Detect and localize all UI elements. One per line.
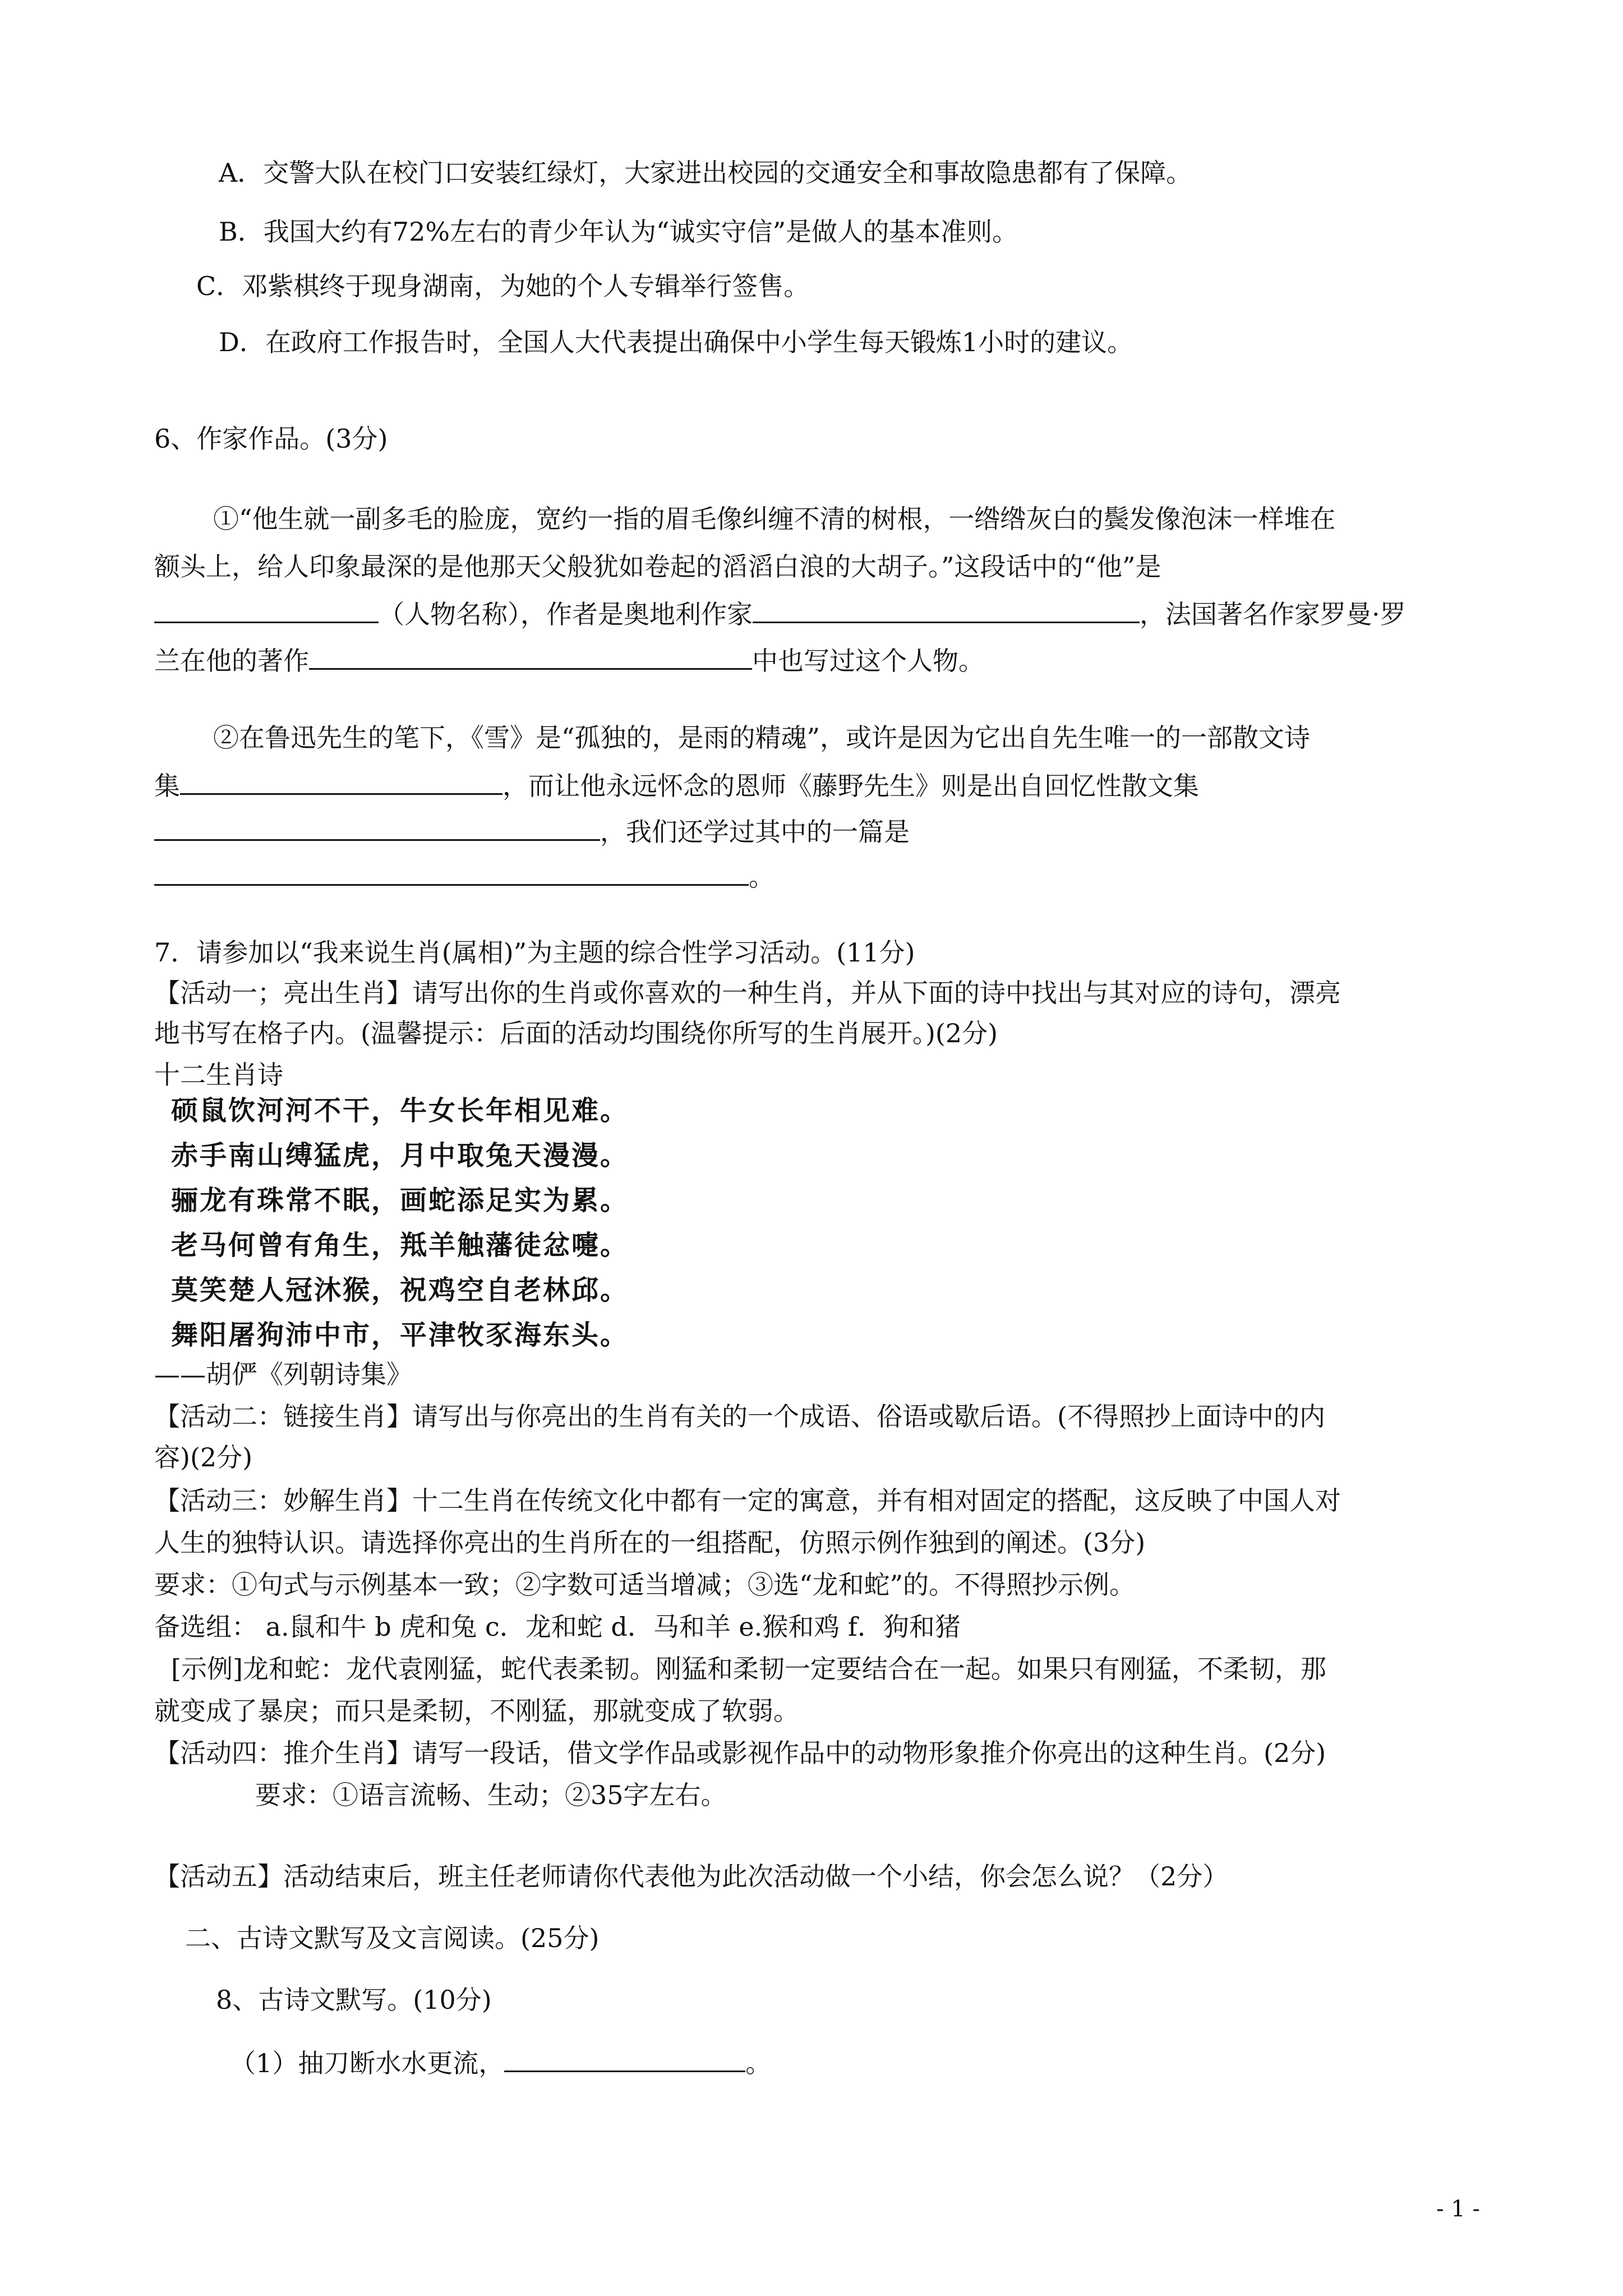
q6-title: 6、作家作品。(3分) bbox=[154, 424, 388, 454]
poem-line: 硕鼠饮河河不干，牛女长年相见难。 bbox=[171, 1095, 629, 1126]
poem-source: ——胡俨《列朝诗集》 bbox=[154, 1359, 412, 1389]
q8-title: 8、古诗文默写。(10分) bbox=[216, 1985, 492, 2015]
activity3-example-line1: [示例]龙和蛇：龙代袁刚猛，蛇代表柔韧。刚猛和柔韧一定要结合在一起。如果只有刚猛，不柔韧，那 bbox=[171, 1654, 1326, 1684]
poem-line: 老马何曾有角生，羝羊触藩徒忿嚏。 bbox=[171, 1230, 629, 1261]
answer-blank[interactable] bbox=[504, 2045, 745, 2072]
option-b: B．我国大约有72%左右的青少年认为“诚实守信”是做人的基本准则。 bbox=[219, 217, 1018, 247]
option-a: A．交警大队在校门口安装红绿灯，大家进出校园的交通安全和事故隐患都有了保障。 bbox=[219, 158, 1192, 188]
option-d: D．在政府工作报告时，全国人大代表提出确保中小学生每天锻炼1小时的建议。 bbox=[219, 327, 1133, 357]
q6-p1-line3: （人物名称），作者是奥地利作家 ，法国著名作家罗曼·罗 bbox=[154, 596, 1406, 631]
activity2-line2: 容)(2分) bbox=[154, 1442, 253, 1473]
q8-item1: （1）抽刀断水水更流， 。 bbox=[230, 2045, 771, 2080]
q6-p1-line2: 额头上，给人印象最深的是他那天父般犹如卷起的滔滔白浪的大胡子。”这段话中的“他”是 bbox=[154, 551, 1161, 582]
q6-p1-line4: 兰在他的著作 中也写过这个人物。 bbox=[154, 642, 984, 678]
activity3-options: 备选组： a.鼠和牛 b 虎和兔 c．龙和蛇 d．马和羊 e.猴和鸡 f．狗和猪 bbox=[154, 1612, 961, 1642]
answer-blank[interactable] bbox=[753, 596, 1140, 623]
activity3-example-line2: 就变成了暴戾；而只是柔韧，不刚猛，那就变成了软弱。 bbox=[154, 1696, 799, 1726]
activity3-line2: 人生的独特认识。请选择你亮出的生肖所在的一组搭配，仿照示例作独到的阐述。(3分) bbox=[154, 1527, 1146, 1558]
answer-blank[interactable] bbox=[154, 813, 600, 841]
activity1-line1: 【活动一；亮出生肖】请写出你的生肖或你喜欢的一种生肖，并从下面的诗中找出与其对应的诗句，漂亮 bbox=[154, 978, 1341, 1008]
poem-line: 赤手南山缚猛虎，月中取兔天漫漫。 bbox=[171, 1140, 629, 1171]
poem-line: 舞阳屠狗沛中市，平津牧豕海东头。 bbox=[171, 1319, 629, 1351]
q6-p2-line1: ②在鲁迅先生的笔下，《雪》是“孤独的，是雨的精魂”，或许是因为它出自先生唯一的一部散文诗 bbox=[213, 723, 1311, 753]
q6-p2-line4: 。 bbox=[154, 858, 774, 894]
activity1-line2: 地书写在格子内。(温馨提示：后面的活动均围绕你所写的生肖展开。)(2分) bbox=[154, 1018, 998, 1048]
q6-p2-line2: 集 ，而让他永远怀念的恩师《藤野先生》则是出自回忆性散文集 bbox=[154, 767, 1199, 803]
activity5: 【活动五】活动结束后，班主任老师请你代表他为此次活动做一个小结，你会怎么说？（2分） bbox=[154, 1861, 1229, 1892]
option-c: C．邓紫棋终于现身湖南，为她的个人专辑举行签售。 bbox=[196, 271, 810, 301]
answer-blank[interactable] bbox=[309, 642, 752, 670]
activity2-line1: 【活动二：链接生肖】请写出与你亮出的生肖有关的一个成语、俗语或歇后语。(不得照抄上面诗中的内 bbox=[154, 1401, 1325, 1432]
answer-blank[interactable] bbox=[154, 858, 749, 886]
q6-p1-line1: ①“他生就一副多毛的脸庞，宽约一指的眉毛像纠缠不清的树根，一绺绺灰白的鬓发像泡沫一样堆在 bbox=[213, 504, 1336, 534]
poem-line: 骊龙有珠常不眠，画蛇添足实为累。 bbox=[171, 1185, 629, 1216]
section-2-heading: 二、古诗文默写及文言阅读。(25分) bbox=[185, 1923, 600, 1953]
poem-line: 莫笑楚人冠沐猴，祝鸡空自老林邱。 bbox=[171, 1274, 629, 1306]
q6-p2-line3: ，我们还学过其中的一篇是 bbox=[154, 813, 910, 849]
activity4-requirements: 要求：①语言流畅、生动；②35字左右。 bbox=[255, 1780, 727, 1810]
answer-blank[interactable] bbox=[180, 767, 502, 795]
q7-title: 7．请参加以“我来说生肖(属相)”为主题的综合性学习活动。(11分) bbox=[154, 937, 915, 968]
activity3-requirements: 要求：①句式与示例基本一致；②字数可适当增减；③选“龙和蛇”的。不得照抄示例。 bbox=[154, 1570, 1136, 1600]
answer-blank[interactable] bbox=[154, 596, 379, 623]
activity4-line1: 【活动四：推介生肖】请写一段话，借文学作品或影视作品中的动物形象推介你亮出的这种生肖。(2分) bbox=[154, 1738, 1326, 1768]
page-number: - 1 - bbox=[1436, 2196, 1480, 2222]
poem-title: 十二生肖诗 bbox=[154, 1060, 283, 1090]
activity3-line1: 【活动三：妙解生肖】十二生肖在传统文化中都有一定的寓意，并有相对固定的搭配，这反映了中国人对 bbox=[154, 1485, 1341, 1516]
